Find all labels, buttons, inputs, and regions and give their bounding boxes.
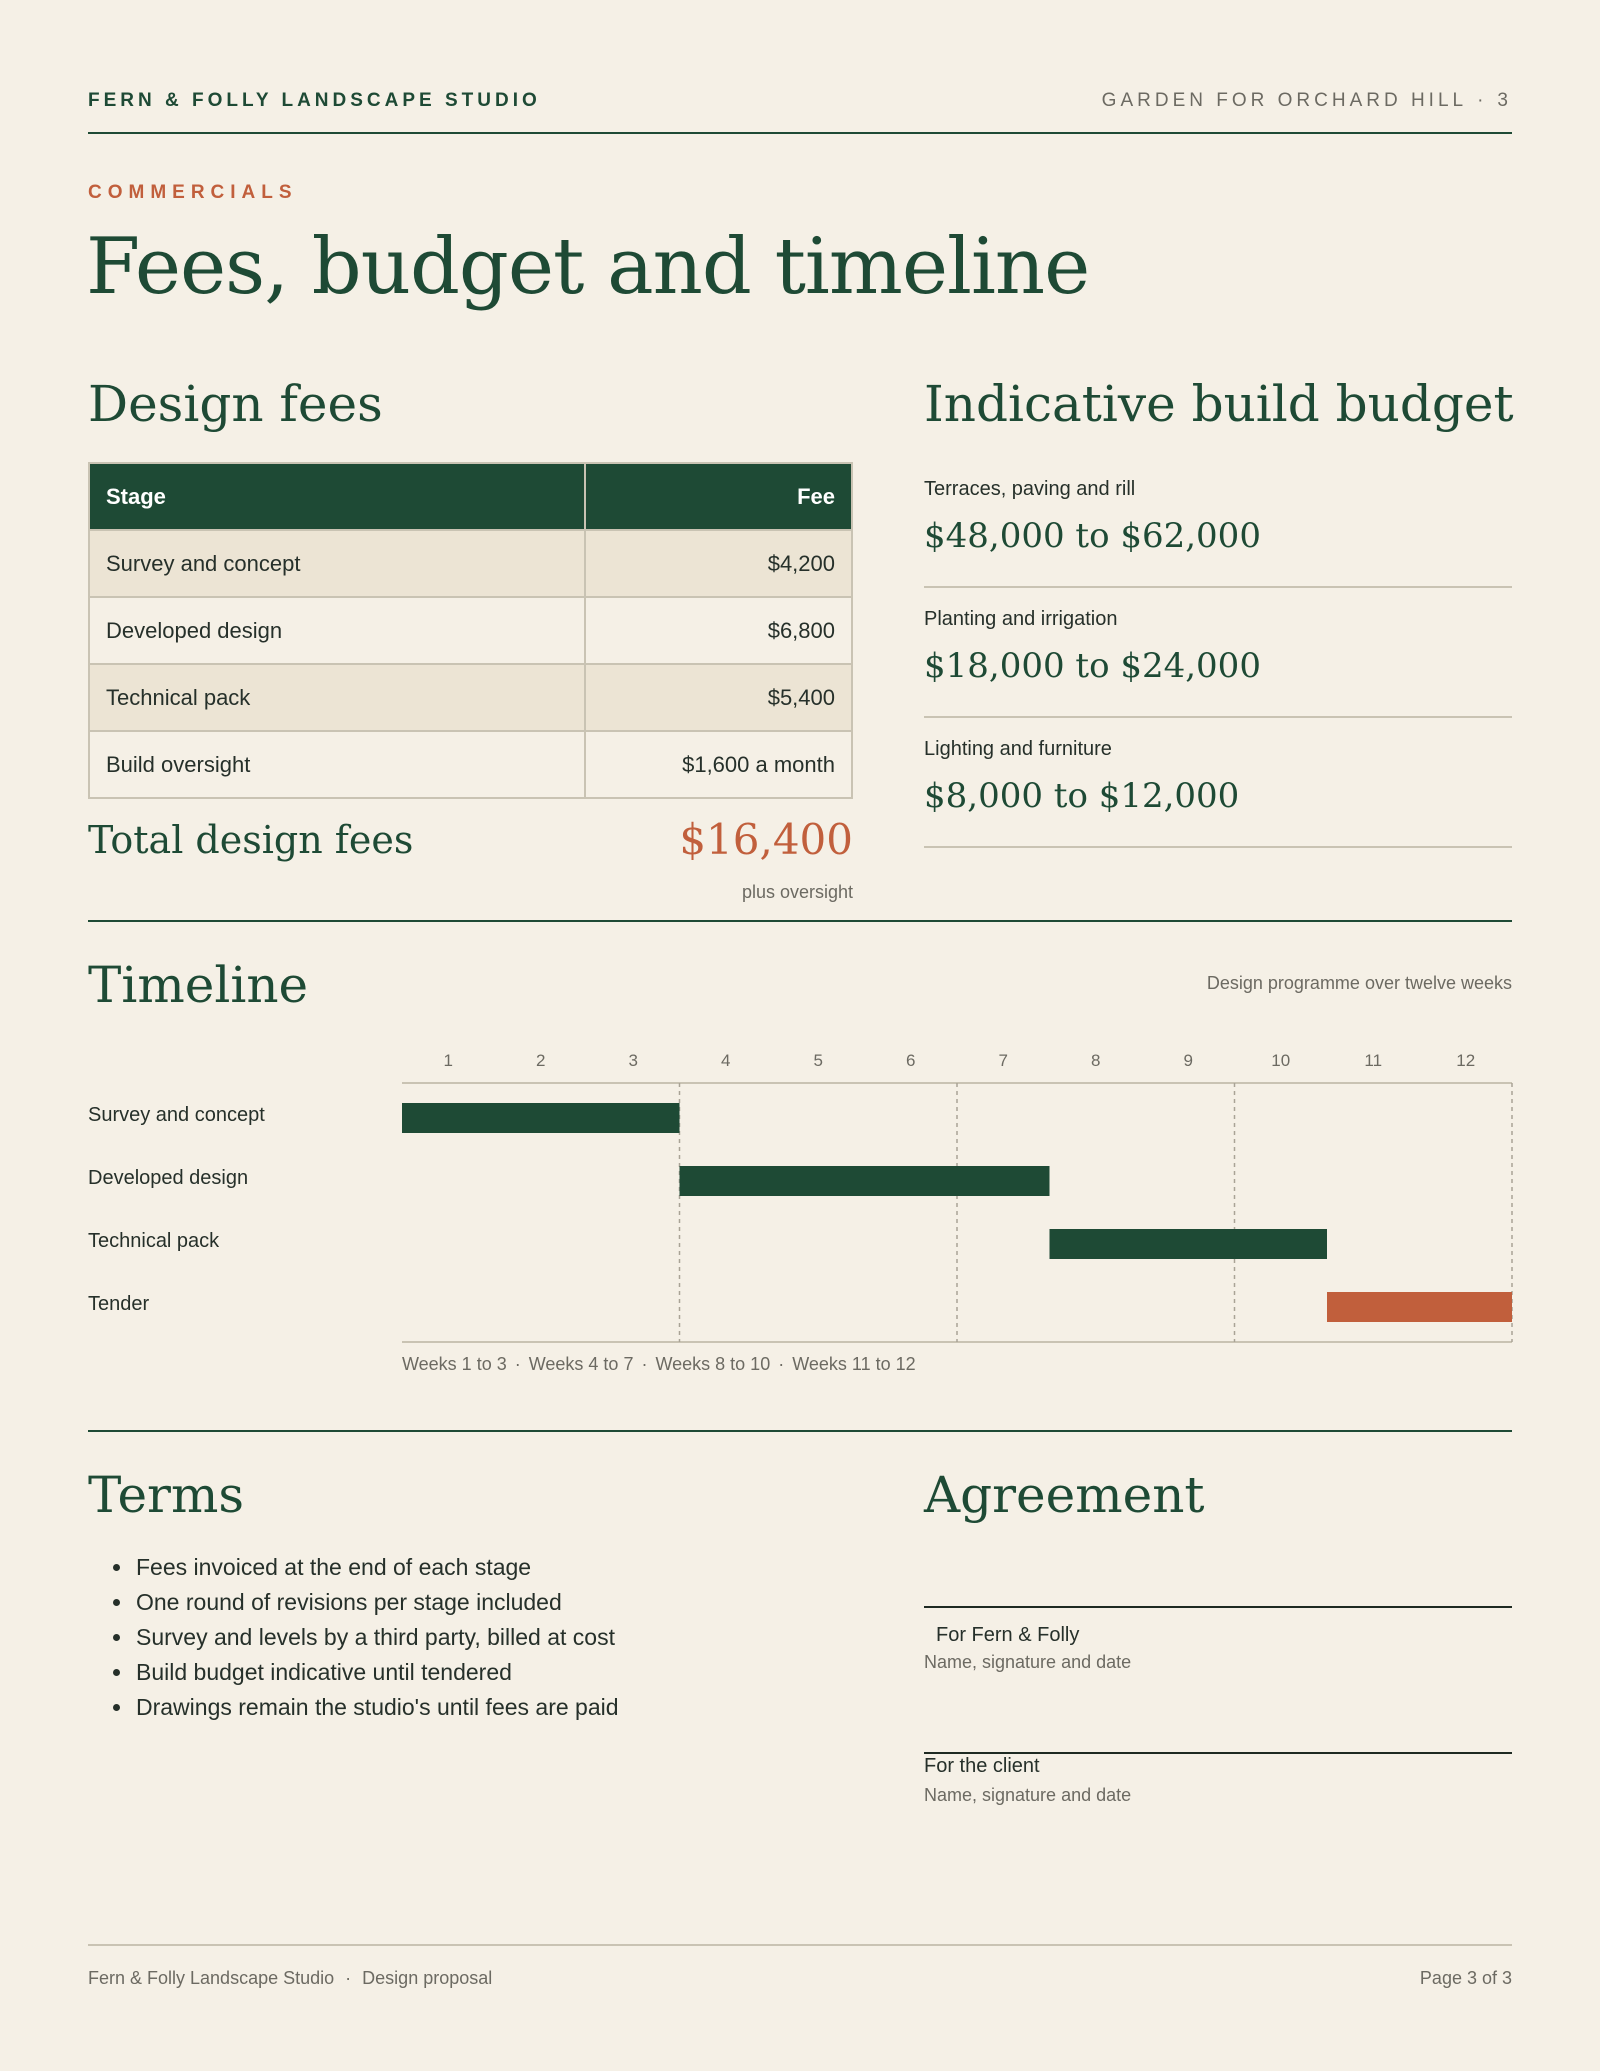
budget-item-label: Planting and irrigation — [924, 608, 1118, 630]
legend-item: Weeks 1 to 3 — [402, 1354, 507, 1374]
stage-cell: Technical pack — [89, 664, 585, 731]
legend-separator: · — [641, 1354, 648, 1374]
budget-item-range: $8,000 to $12,000 — [924, 776, 1240, 816]
gantt-bar — [402, 1103, 680, 1133]
week-tick-label: 9 — [1183, 1051, 1193, 1070]
legend-item: Weeks 11 to 12 — [792, 1354, 916, 1374]
fee-cell: $5,400 — [585, 664, 852, 731]
list-item: • Survey and levels by a third party, billed at cost — [134, 1620, 619, 1655]
footer-doc: Design proposal — [362, 1968, 493, 1988]
signature-line[interactable] — [924, 1606, 1512, 1608]
week-tick-label: 3 — [628, 1051, 638, 1070]
legend-separator: · — [514, 1354, 521, 1374]
section-divider — [88, 1430, 1512, 1432]
budget-heading: Indicative build budget — [924, 375, 1514, 433]
legend-item: Weeks 8 to 10 — [655, 1354, 771, 1374]
design-fees-heading: Design fees — [88, 375, 383, 433]
gantt-bar — [1327, 1292, 1512, 1322]
gantt-row-label: Technical pack — [88, 1230, 220, 1252]
week-tick-label: 5 — [813, 1051, 823, 1070]
legend-separator: · — [778, 1354, 785, 1374]
page-footer — [88, 1944, 1512, 1988]
footer-studio: Fern & Folly Landscape Studio — [88, 1968, 335, 1988]
total-fees-value: $16,400 — [679, 815, 853, 864]
signature-party: For the client — [924, 1755, 1040, 1777]
week-tick-label: 8 — [1091, 1051, 1101, 1070]
week-tick-label: 2 — [536, 1051, 546, 1070]
footer-page: Page 3 of 3 — [1419, 1968, 1512, 1988]
gantt-row-label: Developed design — [88, 1167, 249, 1189]
list-item: • Drawings remain the studio's until fees are paid — [134, 1690, 619, 1725]
timeline-legend — [402, 1354, 916, 1375]
timeline-subtitle: Design programme over twelve weeks — [1206, 973, 1512, 993]
week-tick-label: 12 — [1456, 1051, 1476, 1070]
stage-cell: Build oversight — [89, 731, 585, 798]
column-header-fee: Fee — [585, 463, 852, 530]
footer-separator: · — [345, 1968, 352, 1988]
legend-item: Weeks 4 to 7 — [528, 1354, 634, 1374]
total-fees-note: plus oversight — [741, 882, 853, 902]
week-tick-label: 1 — [443, 1051, 453, 1070]
header-separator: · — [1477, 90, 1488, 111]
terms-list — [134, 1550, 619, 1725]
agreement-heading: Agreement — [924, 1466, 1205, 1524]
terms-heading: Terms — [88, 1466, 245, 1524]
week-tick-label: 11 — [1364, 1051, 1383, 1070]
fee-cell: $6,800 — [585, 597, 852, 664]
section-kicker: COMMERCIALS — [88, 182, 298, 203]
signature-hint: Name, signature and date — [924, 1652, 1132, 1672]
fee-cell: $4,200 — [585, 530, 852, 597]
gantt-bar — [1050, 1229, 1328, 1259]
fee-cell: $1,600 a month — [585, 731, 852, 798]
budget-item-range: $48,000 to $62,000 — [924, 516, 1261, 556]
signature-party: For Fern & Folly — [936, 1624, 1080, 1646]
signature-hint: Name, signature and date — [924, 1785, 1132, 1805]
week-tick-label: 7 — [998, 1051, 1008, 1070]
column-header-stage: Stage — [89, 463, 585, 530]
stage-cell: Developed design — [89, 597, 585, 664]
studio-name: FERN & FOLLY LANDSCAPE STUDIO — [88, 90, 541, 111]
budget-item-label: Terraces, paving and rill — [924, 478, 1136, 500]
signature-line[interactable] — [924, 1752, 1512, 1754]
week-tick-label: 10 — [1271, 1051, 1291, 1070]
gantt-row-label: Survey and concept — [88, 1104, 265, 1126]
list-item: • One round of revisions per stage included — [134, 1585, 619, 1620]
total-fees-label: Total design fees — [88, 818, 414, 862]
gantt-bar — [680, 1166, 1050, 1196]
budget-item-range: $18,000 to $24,000 — [924, 646, 1261, 686]
page-title: Fees, budget and timeline — [86, 222, 1090, 312]
gantt-row-label: Tender — [88, 1293, 150, 1315]
header-page-number: 3 — [1497, 90, 1512, 111]
list-item: • Build budget indicative until tendered — [134, 1655, 619, 1690]
timeline-heading: Timeline — [88, 956, 309, 1014]
week-tick-label: 6 — [906, 1051, 916, 1070]
week-tick-label: 4 — [721, 1051, 731, 1070]
budget-item-label: Lighting and furniture — [924, 738, 1112, 760]
footer-left — [88, 1968, 492, 1989]
project-name: GARDEN FOR ORCHARD HILL — [1101, 90, 1468, 111]
list-item: • Fees invoiced at the end of each stage — [134, 1550, 619, 1585]
stage-cell: Survey and concept — [89, 530, 585, 597]
